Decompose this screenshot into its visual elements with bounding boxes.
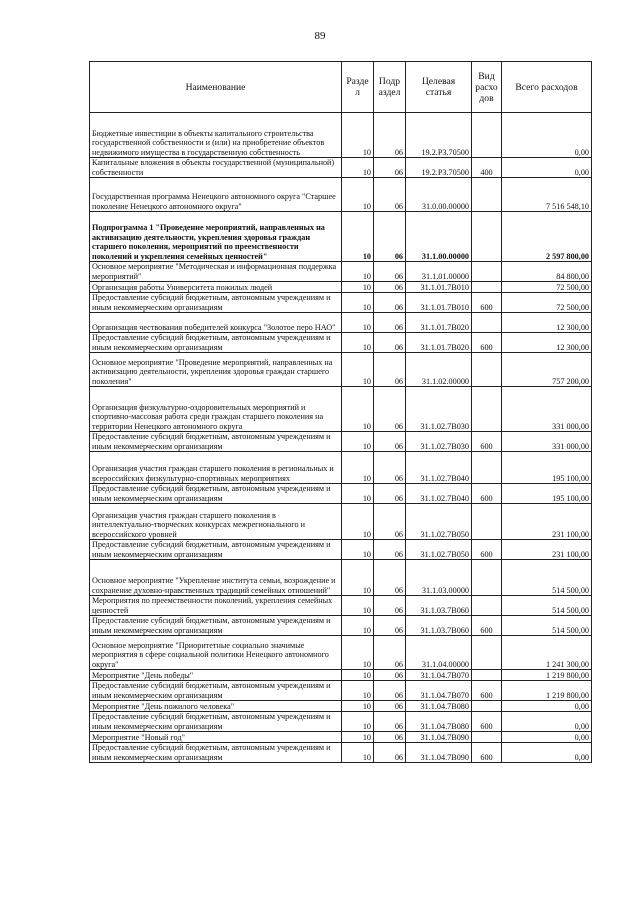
cell-podrazdel: 06 [374, 596, 406, 616]
cell-podrazdel: 06 [374, 262, 406, 282]
cell-vid [472, 504, 502, 540]
cell-target: 31.1.04.7В090 [406, 743, 472, 763]
cell-target: 31.1.04.7В080 [406, 712, 472, 732]
cell-vid [472, 262, 502, 282]
cell-razdel: 10 [342, 732, 374, 743]
cell-total: 72 500,00 [502, 282, 592, 293]
cell-razdel: 10 [342, 504, 374, 540]
cell-vid [472, 282, 502, 293]
cell-target: 31.1.02.7В030 [406, 432, 472, 452]
column-header-vid: Вид расхо дов [472, 62, 502, 113]
cell-razdel: 10 [342, 560, 374, 596]
cell-name: Предоставление субсидий бюджетным, автономным учреждениям и иным некоммерческим организациям [90, 432, 342, 452]
table-row [90, 732, 592, 743]
cell-podrazdel: 06 [374, 158, 406, 178]
cell-total: 0,00 [502, 743, 592, 763]
cell-razdel: 10 [342, 178, 374, 212]
cell-razdel: 10 [342, 681, 374, 701]
table-row [90, 596, 592, 616]
cell-target: 19.2.Р3.70500 [406, 113, 472, 158]
cell-vid [472, 313, 502, 333]
budget-table [89, 61, 592, 763]
cell-total: 331 000,00 [502, 432, 592, 452]
cell-razdel: 10 [342, 484, 374, 504]
table-header-row [90, 62, 592, 113]
cell-vid: 600 [472, 743, 502, 763]
cell-vid: 600 [472, 540, 502, 560]
cell-total: 12 300,00 [502, 333, 592, 353]
cell-razdel: 10 [342, 158, 374, 178]
cell-vid: 600 [472, 681, 502, 701]
table-row [90, 636, 592, 670]
table-row [90, 282, 592, 293]
cell-name: Государственная программа Ненецкого автономного округа "Старшее поколение Ненецкого автономного округа" [90, 178, 342, 212]
cell-name: Предоставление субсидий бюджетным, автономным учреждениям и иным некоммерческим организациям [90, 616, 342, 636]
cell-vid: 600 [472, 293, 502, 313]
cell-razdel: 10 [342, 616, 374, 636]
cell-vid [472, 452, 502, 484]
cell-vid [472, 212, 502, 262]
cell-target: 31.1.01.7В020 [406, 313, 472, 333]
table-body [90, 113, 592, 763]
cell-name: Основное мероприятие "Приоритетные социально значимые мероприятия в сфере социальной политики Ненецкого автономного округа" [90, 636, 342, 670]
cell-total: 0,00 [502, 113, 592, 158]
cell-name: Бюджетные инвестиции в объекты капитального строительства государственной собственности и (или) на приобретение объектов недвижимого имущества в государственную собственность [90, 113, 342, 158]
cell-total: 514 500,00 [502, 596, 592, 616]
cell-razdel: 10 [342, 293, 374, 313]
cell-name: Организация чествования победителей конкурса "Золотое перо НАО" [90, 313, 342, 333]
cell-name: Предоставление субсидий бюджетным, автономным учреждениям и иным некоммерческим организациям [90, 540, 342, 560]
cell-podrazdel: 06 [374, 732, 406, 743]
cell-name: Организация физкультурно-оздоровительных мероприятий и спортивно-массовая работа среди граждан старшего поколения на территории Ненецкого автономного округа [90, 387, 342, 432]
column-header-name: Наименование [90, 62, 342, 113]
cell-target: 31.1.04.00000 [406, 636, 472, 670]
table-row [90, 333, 592, 353]
cell-target: 31.1.03.7В060 [406, 616, 472, 636]
cell-podrazdel: 06 [374, 113, 406, 158]
cell-name: Основное мероприятие "Проведение мероприятий, направленных на активизацию деятельности, укрепления здоровья граждан старшего поколения" [90, 353, 342, 387]
table-row [90, 353, 592, 387]
table-row [90, 452, 592, 484]
cell-razdel: 10 [342, 282, 374, 293]
cell-razdel: 10 [342, 701, 374, 712]
table-row [90, 540, 592, 560]
cell-vid [472, 732, 502, 743]
cell-vid [472, 387, 502, 432]
cell-vid: 600 [472, 712, 502, 732]
table-row [90, 432, 592, 452]
cell-total: 514 500,00 [502, 560, 592, 596]
cell-total: 0,00 [502, 701, 592, 712]
cell-total: 7 516 548,10 [502, 178, 592, 212]
cell-name: Основное мероприятие "Методическая и информационная поддержка мероприятий" [90, 262, 342, 282]
cell-podrazdel: 06 [374, 670, 406, 681]
cell-total: 0,00 [502, 158, 592, 178]
cell-name: Предоставление субсидий бюджетным, автономным учреждениям и иным некоммерческим организациям [90, 484, 342, 504]
cell-total: 757 200,00 [502, 353, 592, 387]
column-header-target: Целевая статья [406, 62, 472, 113]
cell-razdel: 10 [342, 262, 374, 282]
table-row [90, 158, 592, 178]
table-row [90, 670, 592, 681]
cell-target: 31.1.04.7В070 [406, 670, 472, 681]
cell-razdel: 10 [342, 452, 374, 484]
cell-razdel: 10 [342, 636, 374, 670]
cell-vid [472, 113, 502, 158]
table-row [90, 560, 592, 596]
cell-total: 231 100,00 [502, 540, 592, 560]
column-header-razdel: Разде л [342, 62, 374, 113]
table-row [90, 387, 592, 432]
cell-total: 1 241 300,00 [502, 636, 592, 670]
cell-total: 0,00 [502, 712, 592, 732]
cell-name: Подпрограмма 1 "Проведение мероприятий, направленных на активизацию деятельности, укрепления здоровья граждан старшего поколения, мероприятий по преемственности поколений и укрепления семейных ценностей" [90, 212, 342, 262]
table-row [90, 293, 592, 313]
cell-total: 72 500,00 [502, 293, 592, 313]
cell-podrazdel: 06 [374, 178, 406, 212]
cell-podrazdel: 06 [374, 353, 406, 387]
cell-total: 231 100,00 [502, 504, 592, 540]
cell-target: 31.1.04.7В090 [406, 732, 472, 743]
cell-name: Предоставление субсидий бюджетным, автономным учреждениям и иным некоммерческим организациям [90, 743, 342, 763]
cell-podrazdel: 06 [374, 282, 406, 293]
cell-vid [472, 670, 502, 681]
cell-podrazdel: 06 [374, 293, 406, 313]
cell-podrazdel: 06 [374, 743, 406, 763]
cell-razdel: 10 [342, 540, 374, 560]
cell-name: Мероприятие "Новый год" [90, 732, 342, 743]
cell-name: Основное мероприятие "Укрепление института семьи, возрождение и сохранение духовно-нравственных традиций семейных отношений" [90, 560, 342, 596]
cell-razdel: 10 [342, 387, 374, 432]
table-row [90, 178, 592, 212]
cell-target: 31.1.02.7В040 [406, 452, 472, 484]
cell-podrazdel: 06 [374, 432, 406, 452]
cell-target: 31.1.04.7В070 [406, 681, 472, 701]
cell-name: Капитальные вложения в объекты государственной (муниципальной) собственности [90, 158, 342, 178]
cell-podrazdel: 06 [374, 387, 406, 432]
cell-target: 31.1.04.7В080 [406, 701, 472, 712]
cell-podrazdel: 06 [374, 212, 406, 262]
cell-razdel: 10 [342, 712, 374, 732]
cell-vid: 600 [472, 616, 502, 636]
cell-total: 195 100,00 [502, 452, 592, 484]
cell-name: Организация участия граждан старшего поколения в интеллектуально-творческих конкурсах межрегионального и всероссийского уровней [90, 504, 342, 540]
cell-target: 31.1.02.7В040 [406, 484, 472, 504]
cell-razdel: 10 [342, 313, 374, 333]
cell-podrazdel: 06 [374, 560, 406, 596]
cell-razdel: 10 [342, 333, 374, 353]
table-row [90, 212, 592, 262]
cell-vid: 600 [472, 484, 502, 504]
cell-target: 31.1.01.7В020 [406, 333, 472, 353]
cell-name: Мероприятие "День пожилого человека" [90, 701, 342, 712]
cell-target: 31.1.02.00000 [406, 353, 472, 387]
cell-total: 195 100,00 [502, 484, 592, 504]
cell-razdel: 10 [342, 113, 374, 158]
cell-podrazdel: 06 [374, 712, 406, 732]
cell-podrazdel: 06 [374, 313, 406, 333]
cell-podrazdel: 06 [374, 636, 406, 670]
cell-target: 31.1.02.7В050 [406, 540, 472, 560]
table-row [90, 701, 592, 712]
cell-name: Организация участия граждан старшего поколения в региональных и всероссийских физкультурно-спортивных мероприятиях [90, 452, 342, 484]
cell-podrazdel: 06 [374, 452, 406, 484]
table-row [90, 313, 592, 333]
cell-razdel: 10 [342, 212, 374, 262]
table-row [90, 113, 592, 158]
cell-razdel: 10 [342, 743, 374, 763]
cell-target: 31.1.02.7В030 [406, 387, 472, 432]
table-row [90, 484, 592, 504]
cell-vid [472, 353, 502, 387]
cell-vid [472, 560, 502, 596]
table-row [90, 681, 592, 701]
cell-target: 31.1.01.7В010 [406, 293, 472, 313]
cell-vid: 600 [472, 333, 502, 353]
table-row [90, 743, 592, 763]
cell-name: Предоставление субсидий бюджетным, автономным учреждениям и иным некоммерческим организациям [90, 333, 342, 353]
cell-name: Предоставление субсидий бюджетным, автономным учреждениям и иным некоммерческим организациям [90, 293, 342, 313]
cell-razdel: 10 [342, 432, 374, 452]
cell-total: 2 597 800,00 [502, 212, 592, 262]
cell-vid: 400 [472, 158, 502, 178]
table-row [90, 712, 592, 732]
cell-target: 31.1.03.00000 [406, 560, 472, 596]
cell-total: 1 219 800,00 [502, 681, 592, 701]
cell-total: 514 500,00 [502, 616, 592, 636]
cell-target: 31.1.01.00000 [406, 262, 472, 282]
cell-podrazdel: 06 [374, 484, 406, 504]
cell-vid [472, 701, 502, 712]
cell-razdel: 10 [342, 353, 374, 387]
cell-vid [472, 178, 502, 212]
column-header-podrazdel: Подр аздел [374, 62, 406, 113]
cell-total: 12 300,00 [502, 313, 592, 333]
table-row [90, 616, 592, 636]
cell-target: 31.0.00.00000 [406, 178, 472, 212]
cell-podrazdel: 06 [374, 701, 406, 712]
cell-target: 31.1.03.7В060 [406, 596, 472, 616]
cell-total: 1 219 800,00 [502, 670, 592, 681]
cell-razdel: 10 [342, 596, 374, 616]
cell-vid [472, 636, 502, 670]
cell-name: Мероприятие "День победы" [90, 670, 342, 681]
cell-podrazdel: 06 [374, 504, 406, 540]
cell-podrazdel: 06 [374, 681, 406, 701]
table-row [90, 504, 592, 540]
cell-target: 31.1.00.00000 [406, 212, 472, 262]
page-number: 89 [314, 30, 326, 42]
cell-total: 0,00 [502, 732, 592, 743]
cell-vid [472, 596, 502, 616]
cell-name: Предоставление субсидий бюджетным, автономным учреждениям и иным некоммерческим организациям [90, 681, 342, 701]
cell-name: Предоставление субсидий бюджетным, автономным учреждениям и иным некоммерческим организациям [90, 712, 342, 732]
cell-target: 31.1.01.7В010 [406, 282, 472, 293]
cell-podrazdel: 06 [374, 333, 406, 353]
cell-name: Мероприятия по преемственности поколений, укрепления семейных ценностей [90, 596, 342, 616]
column-header-total: Всего расходов [502, 62, 592, 113]
cell-name: Организация работы Университета пожилых людей [90, 282, 342, 293]
table-row [90, 262, 592, 282]
cell-target: 31.1.02.7В050 [406, 504, 472, 540]
cell-total: 84 800,00 [502, 262, 592, 282]
cell-vid: 600 [472, 432, 502, 452]
cell-total: 331 000,00 [502, 387, 592, 432]
cell-razdel: 10 [342, 670, 374, 681]
cell-podrazdel: 06 [374, 616, 406, 636]
cell-podrazdel: 06 [374, 540, 406, 560]
cell-target: 19.2.Р3.70500 [406, 158, 472, 178]
